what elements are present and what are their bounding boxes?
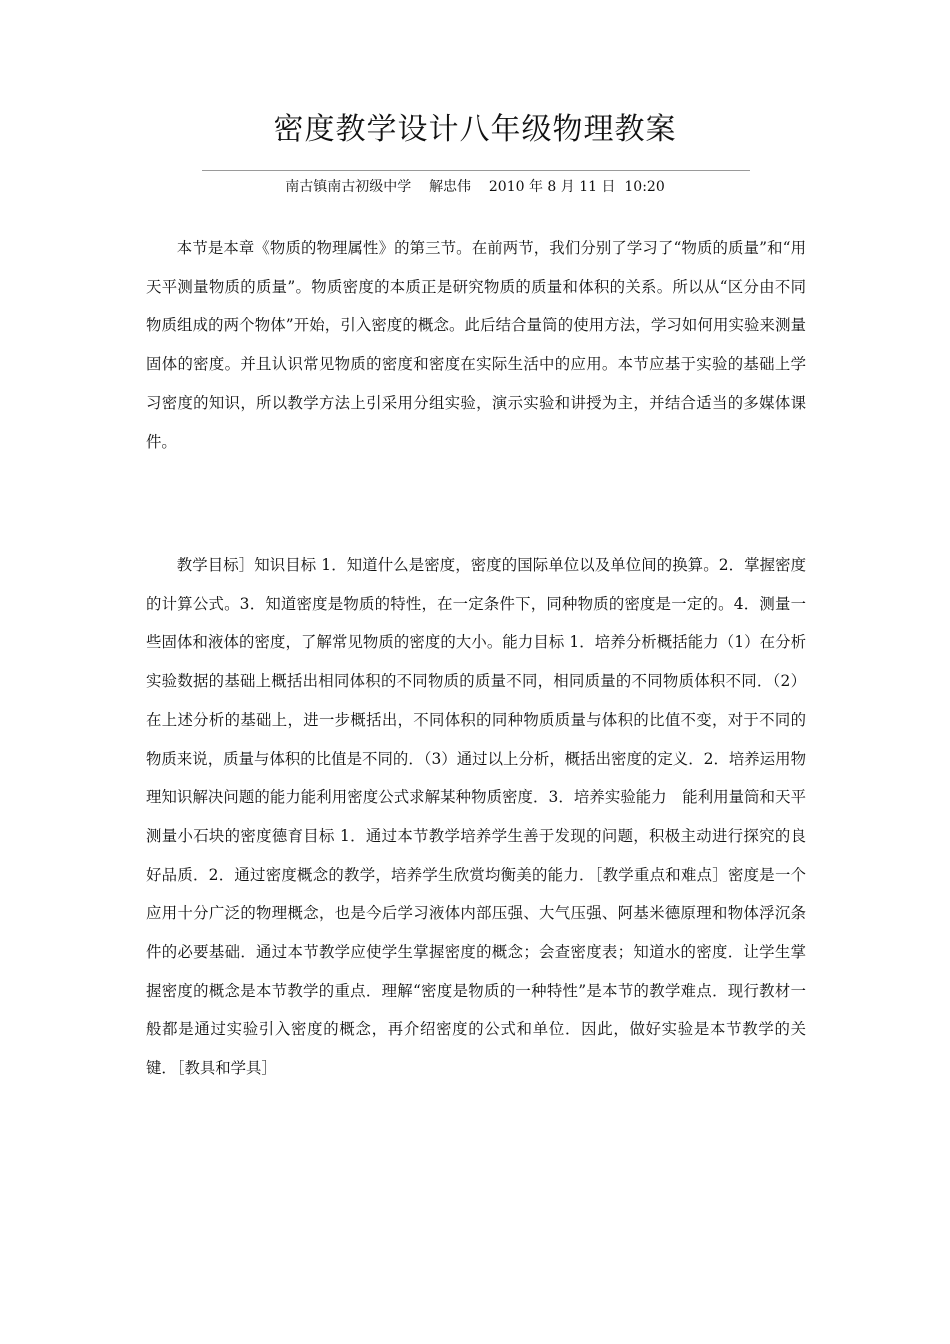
meta-author: 解忠伟 bbox=[429, 179, 472, 195]
meta-school: 南古镇南古初级中学 bbox=[285, 179, 412, 195]
document-meta bbox=[0, 177, 950, 197]
paragraph-objectives: 教学目标］知识目标 1．知道什么是密度，密度的国际单位以及单位间的换算。2．掌握密度的计算公式。3．知道密度是物质的特性，在一定条件下，同种物质的密度是一定的。4．测量一些固体和液体的密度，了解常见物质的密度的大小。能力目标 1．培养分析概括能力（1）在分析实验数据的基础上概括出相同体积的不同物质的质量不同，相同质量的不同物质体积不同．（2）在上述分析的基础上，进一步概括出，不同体积的同种物质质量与体积的比值不变，对于不同的物质来说，质量与体积的比值是不同的．（3）通过以上分析，概括出密度的定义．2．培养运用物理知识解决问题的能力能利用密度公式求解某种物质密度．3．培养实验能力 能利用量筒和天平测量小石块的密度德育目标 1．通过本节教学培养学生善于发现的问题，积极主动进行探究的良好品质．2．通过密度概念的教学，培养学生欣赏均衡美的能力．［教学重点和难点］密度是一个应用十分广泛的物理概念，也是今后学习液体内部压强、大气压强、阿基米德原理和物体浮沉条件的必要基础．通过本节教学应使学生掌握密度的概念；会查密度表；知道水的密度．让学生掌握密度的概念是本节教学的重点．理解“密度是物质的一种特性”是本节的教学难点．现行教材一般都是通过实验引入密度的概念，再介绍密度的公式和单位．因此，做好实验是本节教学的关键．［教具和学具］ bbox=[146, 556, 806, 1078]
document-title: 密度教学设计八年级物理教案 bbox=[273, 112, 677, 147]
meta-datetime: 2010 年 8 月 11 日 10:20 bbox=[488, 179, 665, 195]
title-divider bbox=[202, 170, 750, 171]
paragraph-intro: 本节是本章《物质的物理属性》的第三节。在前两节，我们分别了学习了“物质的质量”和“用天平测量物质的质量”。物质密度的本质正是研究物质的质量和体积的关系。所以从“区分由不同物质组成的两个物体”开始，引入密度的概念。此后结合量筒的使用方法，学习如何用实验来测量固体的密度。并且认识常见物质的密度和密度在实际生活中的应用。本节应基于实验的基础上学习密度的知识，所以教学方法上引采用分组实验，演示实验和讲授为主，并结合适当的多媒体课件。 bbox=[146, 239, 806, 451]
